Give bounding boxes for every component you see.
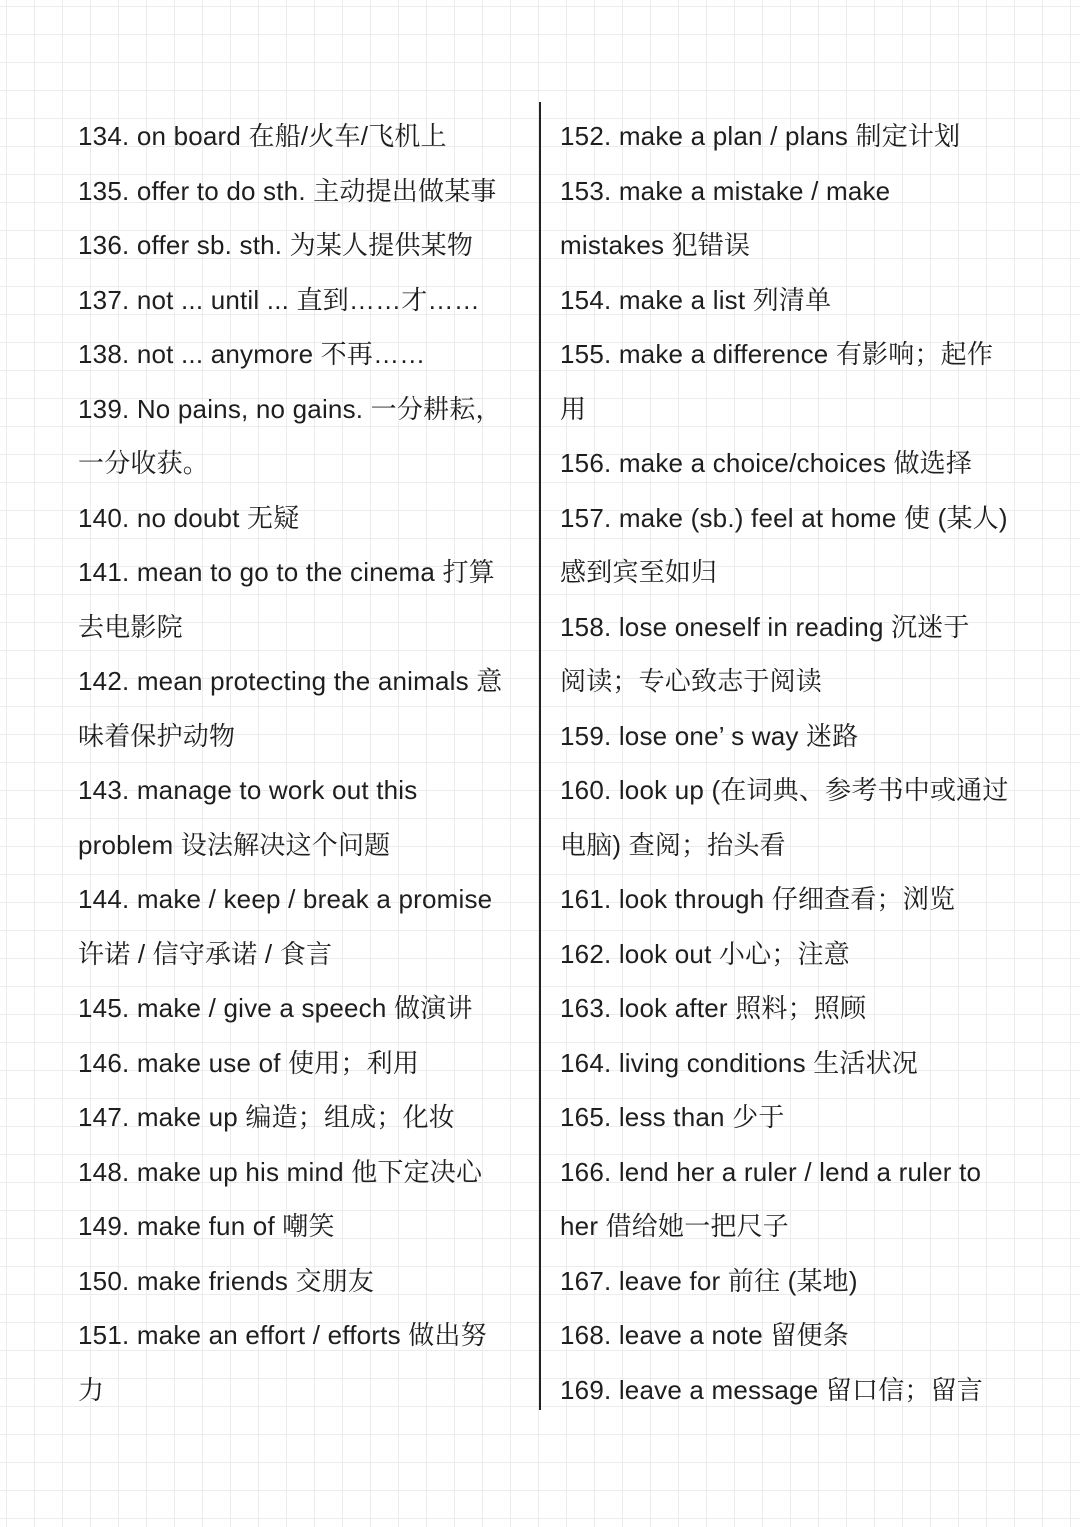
phrase-line: 156. make a choice/choices 做选择 [560,448,973,478]
phrase-line: 152. make a plan / plans 制定计划 [560,121,961,151]
phrase-line: 162. look out 小心；注意 [560,938,850,969]
phrase-line: 134. on board 在船/火车/飞机上 [78,121,447,151]
phrase-line: 168. leave a note 留便条 [560,1320,849,1350]
phrase-line: 137. not ... until ... 直到……才…… [78,284,480,315]
phrase-line: 135. offer to do sth. 主动提出做某事 [78,175,497,206]
phrase-line: 143. manage to work out this [78,775,418,805]
phrase-line: 166. lend her a ruler / lend a ruler to [560,1156,982,1187]
phrase-line: 154. make a list 列清单 [560,284,832,315]
phrase-line: 145. make / give a speech 做演讲 [78,993,473,1023]
phrase-line: 141. mean to go to the cinema 打算 [78,557,495,587]
phrase-line: 164. living conditions 生活状况 [560,1047,918,1078]
phrase-line: 167. leave for 前往 (某地) [560,1265,858,1296]
phrase-line: 138. not ... anymore 不再…… [78,339,426,369]
phrase-line: 味着保护动物 [78,720,236,751]
phrase-line: 140. no doubt 无疑 [78,502,300,533]
phrase-line: 158. lose oneself in reading 沉迷于 [560,611,970,642]
phrase-line: 160. look up (在词典、参考书中或通过 [560,775,1009,805]
phrase-line: 149. make fun of 嘲笑 [78,1211,335,1241]
phrase-line: 144. make / keep / break a promise [78,884,493,914]
phrase-line: 阅读；专心致志于阅读 [560,666,823,696]
phrase-line: 146. make use of 使用；利用 [78,1047,420,1078]
phrase-line: 151. make an effort / efforts 做出努 [78,1320,487,1350]
phrase-line: 165. less than 少于 [560,1102,785,1132]
phrase-line: her 借给她一把尺子 [560,1211,790,1241]
phrase-line: 153. make a mistake / make [560,175,891,206]
phrase-line: 去电影院 [78,611,183,642]
phrase-line: 147. make up 编造；组成；化妆 [78,1102,455,1132]
phrase-line: 157. make (sb.) feel at home 使 (某人) [560,502,1008,533]
phrase-line: 150. make friends 交朋友 [78,1265,375,1296]
phrase-line: 155. make a difference 有影响；起作 [560,339,994,369]
phrase-line: 用 [560,393,587,424]
phrase-line: mistakes 犯错误 [560,230,751,260]
phrase-line: 169. leave a message 留口信；留言 [560,1374,984,1405]
phrase-line: 一分收获。 [78,448,210,478]
phrase-line: 159. lose one’ s way 迷路 [560,720,859,751]
phrase-line: 161. look through 仔细查看；浏览 [560,884,956,914]
phrase-line: 感到宾至如归 [560,557,718,587]
phrase-line: 163. look after 照料；照顾 [560,993,867,1023]
phrase-line: 148. make up his mind 他下定决心 [78,1156,483,1187]
phrase-line: problem 设法解决这个问题 [78,829,391,860]
phrase-line: 电脑) 查阅；抬头看 [560,829,786,860]
phrase-line: 力 [78,1374,105,1405]
left-column [78,109,528,1417]
column-divider [539,102,541,1410]
phrase-line: 139. No pains, no gains. 一分耕耘， [78,393,502,424]
right-column [560,109,1020,1417]
phrase-line: 142. mean protecting the animals 意 [78,666,503,696]
phrase-line: 136. offer sb. sth. 为某人提供某物 [78,230,474,260]
phrase-line: 许诺 / 信守承诺 / 食言 [78,938,333,969]
